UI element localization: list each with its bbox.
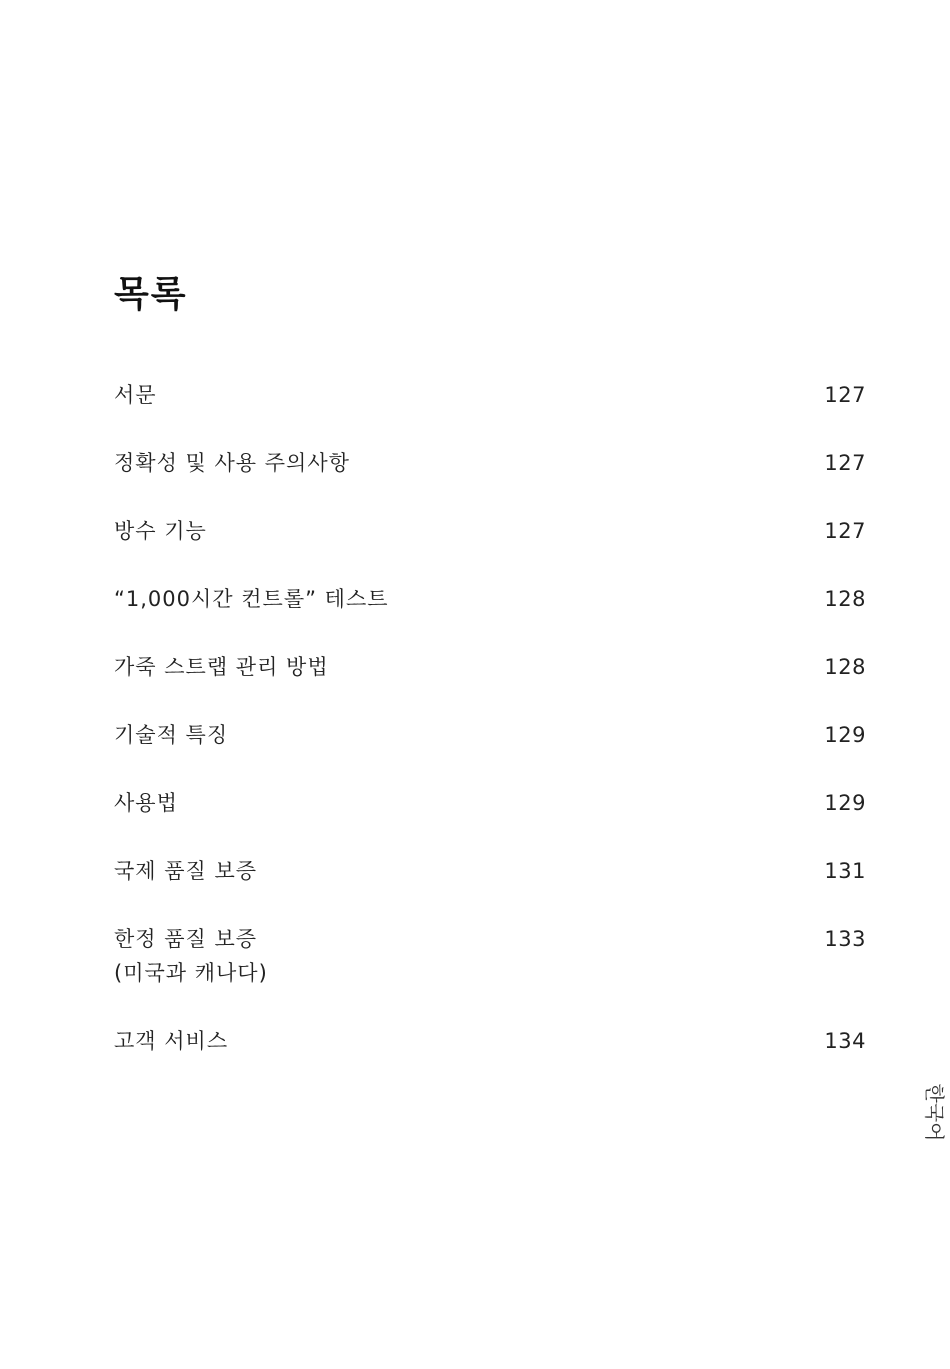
toc-entry xyxy=(114,786,866,820)
toc-entry xyxy=(114,650,866,684)
toc-entry xyxy=(114,922,866,990)
language-side-tab-label: 한국어 xyxy=(922,1083,947,1141)
toc-entry-label-group xyxy=(114,922,268,990)
toc-entry-label: 방수 기능 xyxy=(114,519,207,543)
toc-entry-label: 사용법 xyxy=(114,791,178,815)
toc-entry-label: “1,000시간 컨트롤” 테스트 xyxy=(114,587,389,611)
toc-entry-label: 가죽 스트랩 관리 방법 xyxy=(114,655,329,679)
toc-entry-label: 국제 품질 보증 xyxy=(114,859,258,883)
toc-entry xyxy=(114,514,866,548)
toc-entry-page: 127 xyxy=(824,383,866,407)
toc-entry-page: 129 xyxy=(824,791,866,815)
table-of-contents xyxy=(114,378,866,1058)
toc-entry-label: 한정 품질 보증 xyxy=(114,927,258,951)
toc-entry-label: 기술적 특징 xyxy=(114,723,229,747)
toc-entry-label: 정확성 및 사용 주의사항 xyxy=(114,451,350,475)
toc-entry xyxy=(114,854,866,888)
toc-entry-sublabel: (미국과 캐나다) xyxy=(114,961,268,985)
toc-entry xyxy=(114,1024,866,1058)
toc-entry-page: 128 xyxy=(824,655,866,679)
toc-entry-page: 127 xyxy=(824,451,866,475)
toc-entry xyxy=(114,718,866,752)
toc-entry xyxy=(114,446,866,480)
toc-entry-page: 133 xyxy=(824,927,866,951)
toc-entry-page: 128 xyxy=(824,587,866,611)
toc-entry-page: 134 xyxy=(824,1029,866,1053)
toc-entry-label: 고객 서비스 xyxy=(114,1029,229,1053)
toc-entry-label: 서문 xyxy=(114,383,157,407)
toc-entry xyxy=(114,378,866,412)
language-side-tab xyxy=(919,1080,950,1144)
toc-entry xyxy=(114,582,866,616)
page-title: 목록 xyxy=(114,274,188,315)
toc-entry-page: 129 xyxy=(824,723,866,747)
toc-entry-page: 127 xyxy=(824,519,866,543)
toc-entry-page: 131 xyxy=(824,859,866,883)
